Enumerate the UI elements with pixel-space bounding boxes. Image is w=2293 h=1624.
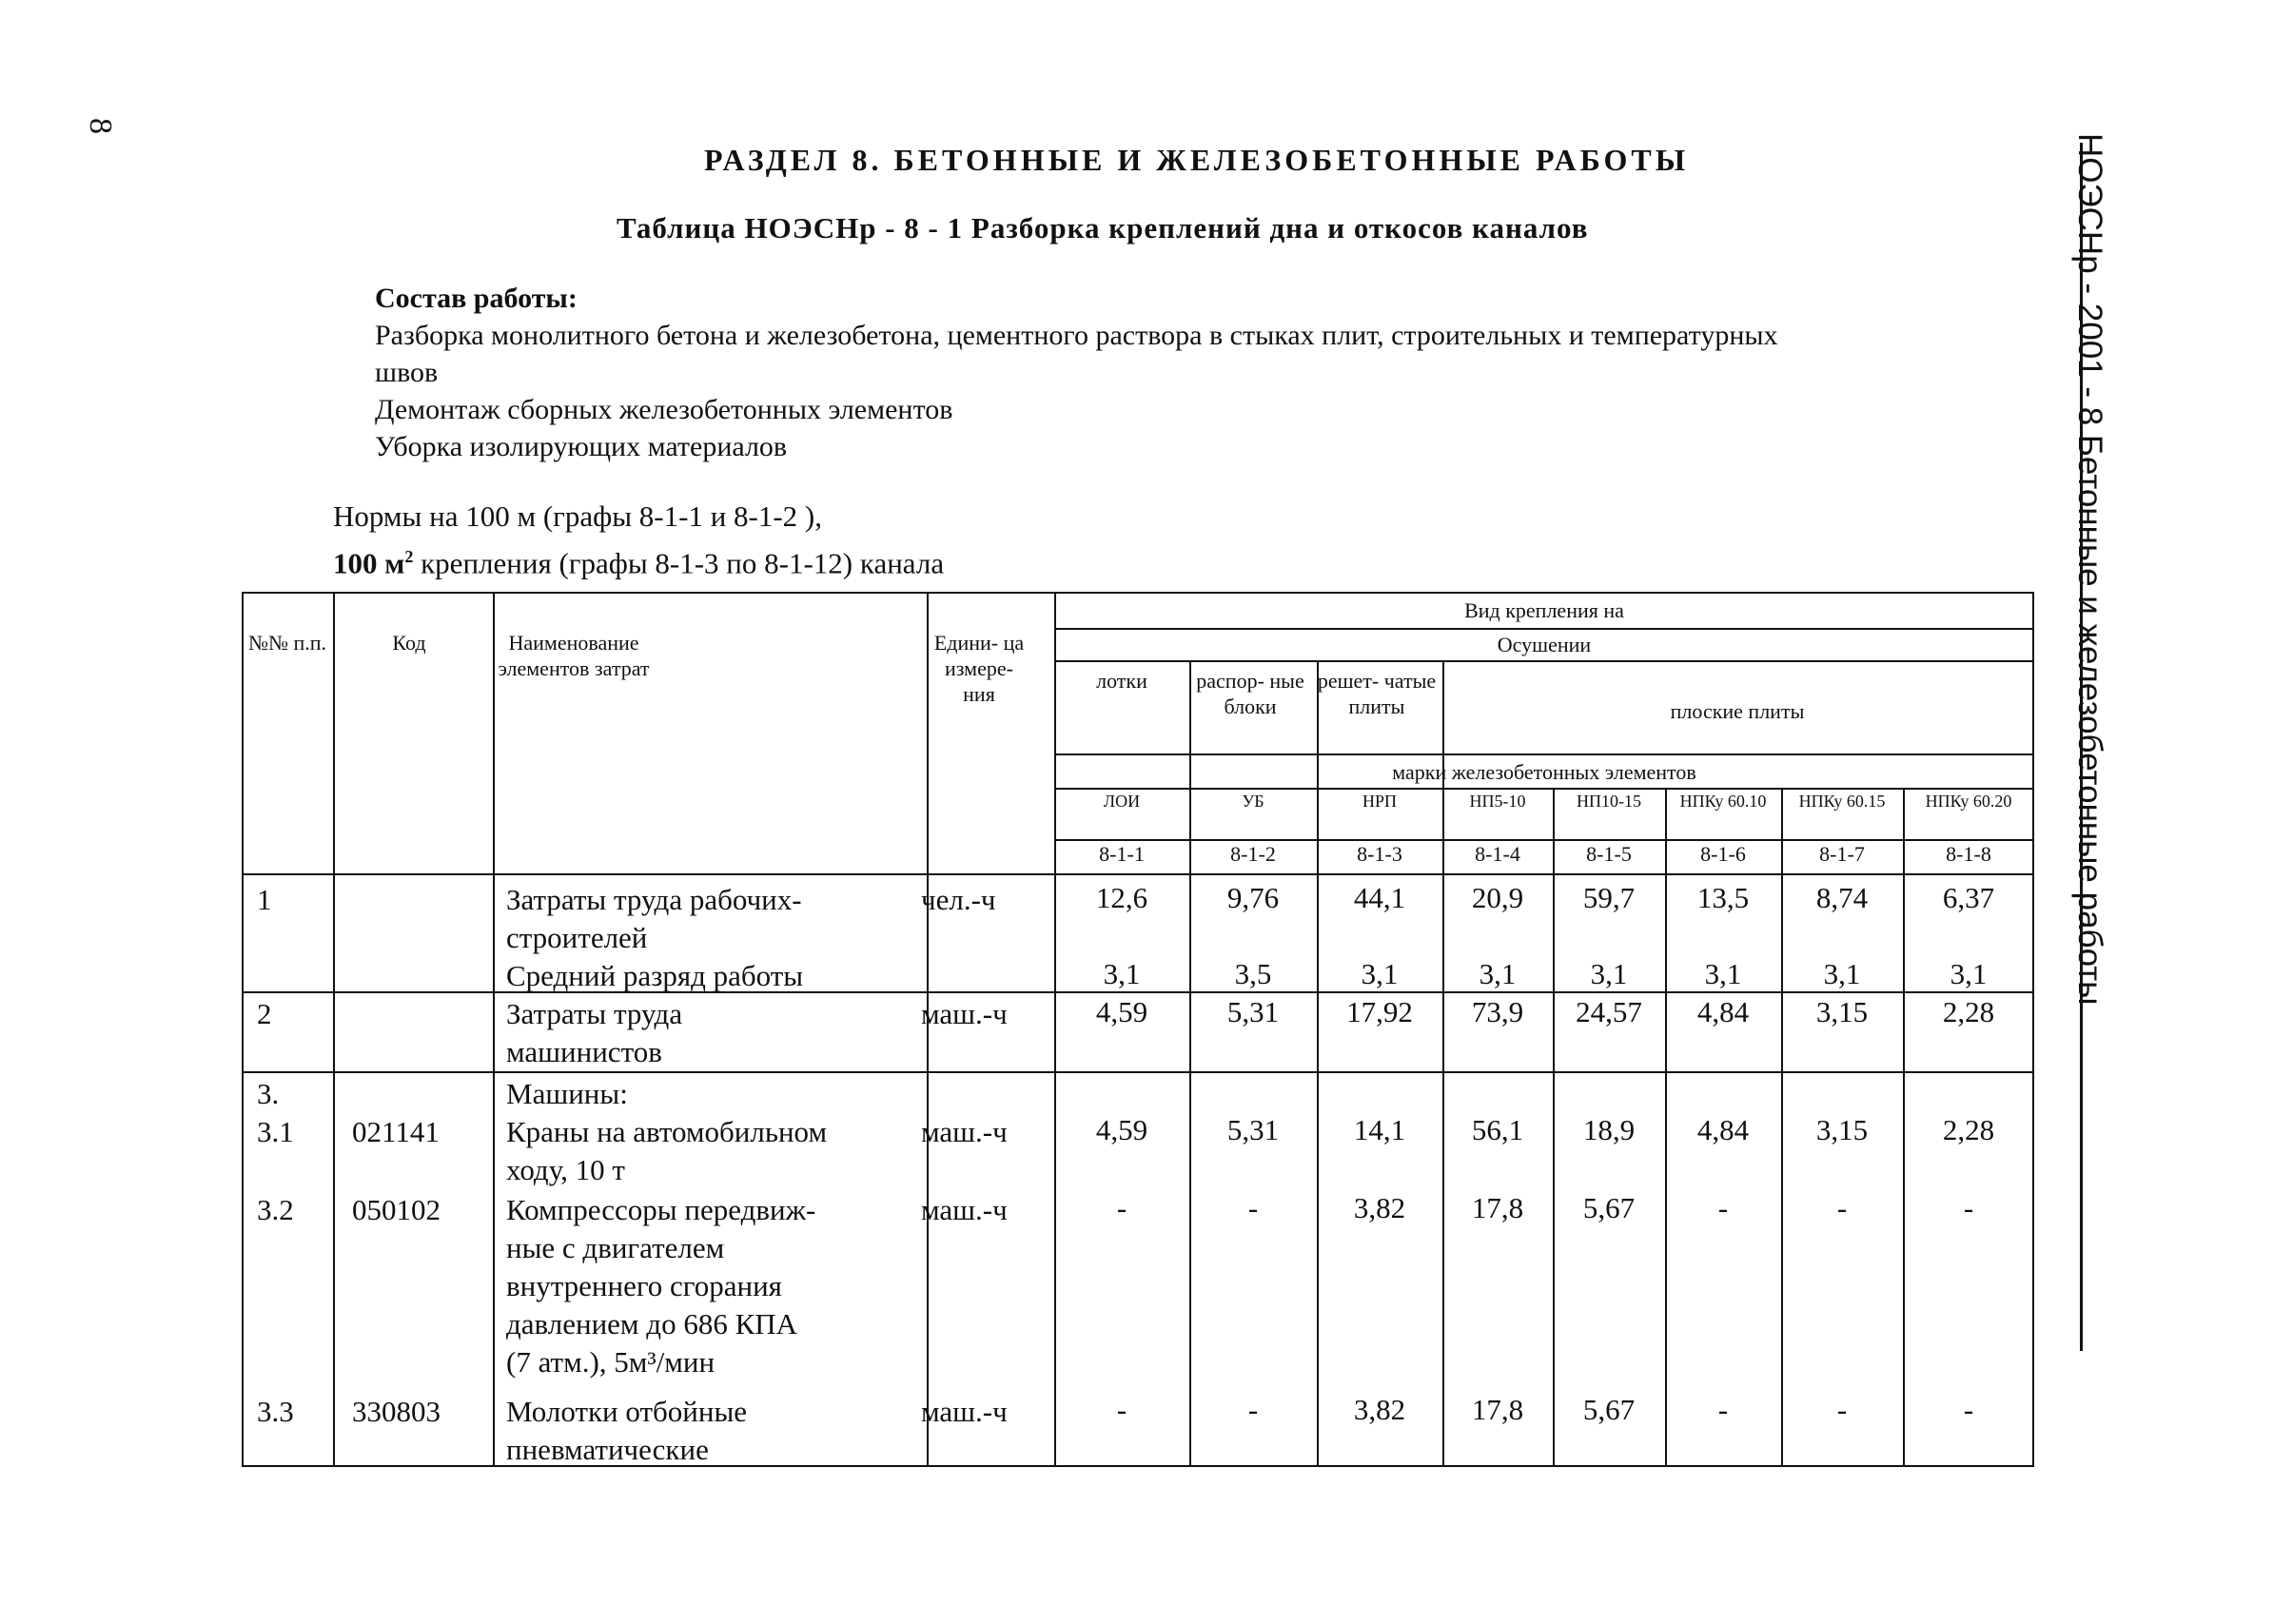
row-name: машинистов <box>506 1035 662 1068</box>
row-value: 17,8 <box>1471 1393 1524 1426</box>
row-num: 3.3 <box>257 1395 294 1428</box>
header-osusheni: Осушении <box>1497 633 1592 656</box>
mark-label: НПКу 60.20 <box>1925 792 2012 811</box>
side-running-title: НОЭСНр - 2001 - 8 Бетонные и железобетонные работы <box>2071 133 2108 1006</box>
row-subvalue: 3,1 <box>1479 957 1517 990</box>
row-num: 1 <box>257 883 272 916</box>
row-value: - <box>1717 1191 1729 1224</box>
header-code: Код <box>392 631 426 655</box>
row-value: 5,31 <box>1226 1113 1280 1146</box>
row-name: Затраты труда рабочих- <box>506 883 802 916</box>
norms-line-1: Нормы на 100 м (графы 8-1-1 и 8-1-2 ), <box>333 499 822 533</box>
norms-unit: 100 м <box>333 546 405 580</box>
mark-label: НП5-10 <box>1469 792 1526 811</box>
row-value: 13,5 <box>1696 881 1750 914</box>
mark-label: УБ <box>1242 792 1264 811</box>
grid-line <box>242 1071 2034 1073</box>
row-unit: маш.-ч <box>921 1395 1008 1428</box>
grid-line <box>1054 753 2034 755</box>
row-value: - <box>1247 1393 1259 1426</box>
row-value: 5,31 <box>1226 995 1280 1028</box>
row-code: 330803 <box>352 1395 441 1428</box>
mark-label: ЛОИ <box>1103 792 1141 811</box>
mark-label: НП10-15 <box>1577 792 1641 811</box>
row-code: 050102 <box>352 1193 441 1226</box>
row-value: 44,1 <box>1353 881 1406 914</box>
row-value: 5,67 <box>1582 1393 1636 1426</box>
row-subname: Средний разряд работы <box>506 959 804 992</box>
norms-table <box>242 592 2034 1467</box>
row-unit: маш.-ч <box>921 1115 1008 1148</box>
row-name: ные с двигателем <box>506 1231 725 1264</box>
row-value: - <box>1963 1393 1974 1426</box>
row-value: - <box>1717 1393 1729 1426</box>
row-num: 2 <box>257 997 272 1030</box>
grid-line <box>1054 628 2034 630</box>
row-value: 4,84 <box>1696 1113 1750 1146</box>
grid-line <box>242 592 2034 594</box>
row-value: 3,15 <box>1815 995 1869 1028</box>
grid-line <box>333 592 335 1465</box>
norms-unit-sup: 2 <box>404 547 414 566</box>
column-code: 8-1-1 <box>1099 842 1145 866</box>
column-code: 8-1-6 <box>1700 842 1746 866</box>
row-value: - <box>1247 1191 1259 1224</box>
row-name: Молотки отбойные <box>506 1395 748 1428</box>
row-num: 3.2 <box>257 1193 294 1226</box>
row-value: 6,37 <box>1942 881 1995 914</box>
composition-heading: Состав работы: <box>375 283 578 314</box>
mark-label: НПКу 60.10 <box>1679 792 1767 811</box>
row-value: 4,59 <box>1095 995 1148 1028</box>
marks-title: марки железобетонных элементов <box>1392 760 1696 784</box>
composition-line: Разборка монолитного бетона и железобетона, цементного раствора в стыках плит, строительных и температурных <box>375 320 1778 351</box>
column-code: 8-1-5 <box>1586 842 1632 866</box>
header-num: №№ п.п. <box>247 631 327 655</box>
grid-line <box>242 873 2034 875</box>
norms-note <box>333 497 1189 583</box>
row-name: Краны на автомобильном <box>506 1115 828 1148</box>
row-name: Машины: <box>506 1077 628 1110</box>
row-value: 9,76 <box>1226 881 1280 914</box>
row-value: 73,9 <box>1471 995 1524 1028</box>
row-unit: маш.-ч <box>921 997 1008 1030</box>
row-name: строителей <box>506 921 648 954</box>
row-value: 4,59 <box>1095 1113 1148 1146</box>
row-subvalue: 3,1 <box>1950 957 1988 990</box>
composition-line: Демонтаж сборных железобетонных элементов <box>375 394 953 425</box>
row-value: 17,8 <box>1471 1191 1524 1224</box>
row-value: 20,9 <box>1471 881 1524 914</box>
column-code: 8-1-7 <box>1819 842 1865 866</box>
row-name: Компрессоры передвиж- <box>506 1193 816 1226</box>
row-value: 5,67 <box>1582 1191 1636 1224</box>
row-value: - <box>1836 1393 1848 1426</box>
column-code: 8-1-4 <box>1475 842 1520 866</box>
norms-scope: крепления (графы 8-1-3 по 8-1-12) канала <box>413 546 945 580</box>
row-name: внутреннего сгорания <box>506 1269 782 1302</box>
row-name: (7 атм.), 5м³/мин <box>506 1345 715 1379</box>
group-raspornye: распор- ные блоки <box>1196 669 1304 718</box>
row-unit: маш.-ч <box>921 1193 1008 1226</box>
row-value: - <box>1116 1191 1127 1224</box>
row-value: 8,74 <box>1815 881 1869 914</box>
grid-line <box>1054 660 2034 662</box>
row-code: 021141 <box>352 1115 440 1148</box>
table-title: Таблица НОЭСНр - 8 - 1 Разборка креплений дна и откосов каналов <box>617 211 1589 245</box>
work-composition <box>375 280 2068 465</box>
row-value: - <box>1836 1191 1848 1224</box>
row-subvalue: 3,1 <box>1590 957 1628 990</box>
row-value: 2,28 <box>1942 995 1995 1028</box>
norms-line-2 <box>333 537 1189 583</box>
row-value: 59,7 <box>1582 881 1636 914</box>
composition-line: швов <box>375 357 439 388</box>
row-subvalue: 3,1 <box>1103 957 1141 990</box>
header-kind: Вид крепления на <box>1464 598 1624 622</box>
group-lotki: лотки <box>1096 669 1147 693</box>
column-code: 8-1-8 <box>1946 842 1991 866</box>
row-value: 12,6 <box>1095 881 1148 914</box>
group-reshetchatye: решет- чатые плиты <box>1317 669 1437 718</box>
page-number: 8 <box>83 118 118 134</box>
row-value: 17,92 <box>1346 995 1413 1028</box>
group-ploskie: плоские плиты <box>1670 699 1805 723</box>
row-subvalue: 3,1 <box>1704 957 1742 990</box>
row-value: - <box>1116 1393 1127 1426</box>
row-value: 3,15 <box>1815 1113 1869 1146</box>
row-subvalue: 3,1 <box>1823 957 1861 990</box>
grid-line <box>242 592 244 1465</box>
row-name: давлением до 686 КПА <box>506 1307 798 1340</box>
row-value: 3,82 <box>1353 1393 1406 1426</box>
row-num: 3.1 <box>257 1115 294 1148</box>
row-value: 4,84 <box>1696 995 1750 1028</box>
column-code: 8-1-3 <box>1357 842 1402 866</box>
mark-label: НРП <box>1362 792 1397 811</box>
row-name: пневматические <box>506 1433 709 1466</box>
row-value: 56,1 <box>1471 1113 1524 1146</box>
row-value: - <box>1963 1191 1974 1224</box>
row-name: ходу, 10 т <box>506 1153 625 1186</box>
row-subvalue: 3,1 <box>1361 957 1399 990</box>
composition-line: Уборка изолирующих материалов <box>375 431 788 462</box>
header-name: Наименование элементов затрат <box>498 631 650 680</box>
row-subvalue: 3,5 <box>1234 957 1272 990</box>
header-unit: Едини- ца измере- ния <box>933 631 1025 706</box>
row-name: Затраты труда <box>506 997 683 1030</box>
row-value: 2,28 <box>1942 1113 1995 1146</box>
mark-label: НПКу 60.15 <box>1798 792 1886 811</box>
row-value: 18,9 <box>1582 1113 1636 1146</box>
grid-line <box>1054 788 2034 790</box>
section-title: РАЗДЕЛ 8. БЕТОННЫЕ И ЖЕЛЕЗОБЕТОННЫЕ РАБОТЫ <box>704 143 1690 177</box>
row-value: 24,57 <box>1576 995 1642 1028</box>
row-value: 3,82 <box>1353 1191 1406 1224</box>
column-code: 8-1-2 <box>1230 842 1276 866</box>
row-unit: чел.-ч <box>921 883 996 916</box>
row-num: 3. <box>257 1077 280 1110</box>
row-value: 14,1 <box>1353 1113 1406 1146</box>
grid-line <box>493 592 495 1465</box>
